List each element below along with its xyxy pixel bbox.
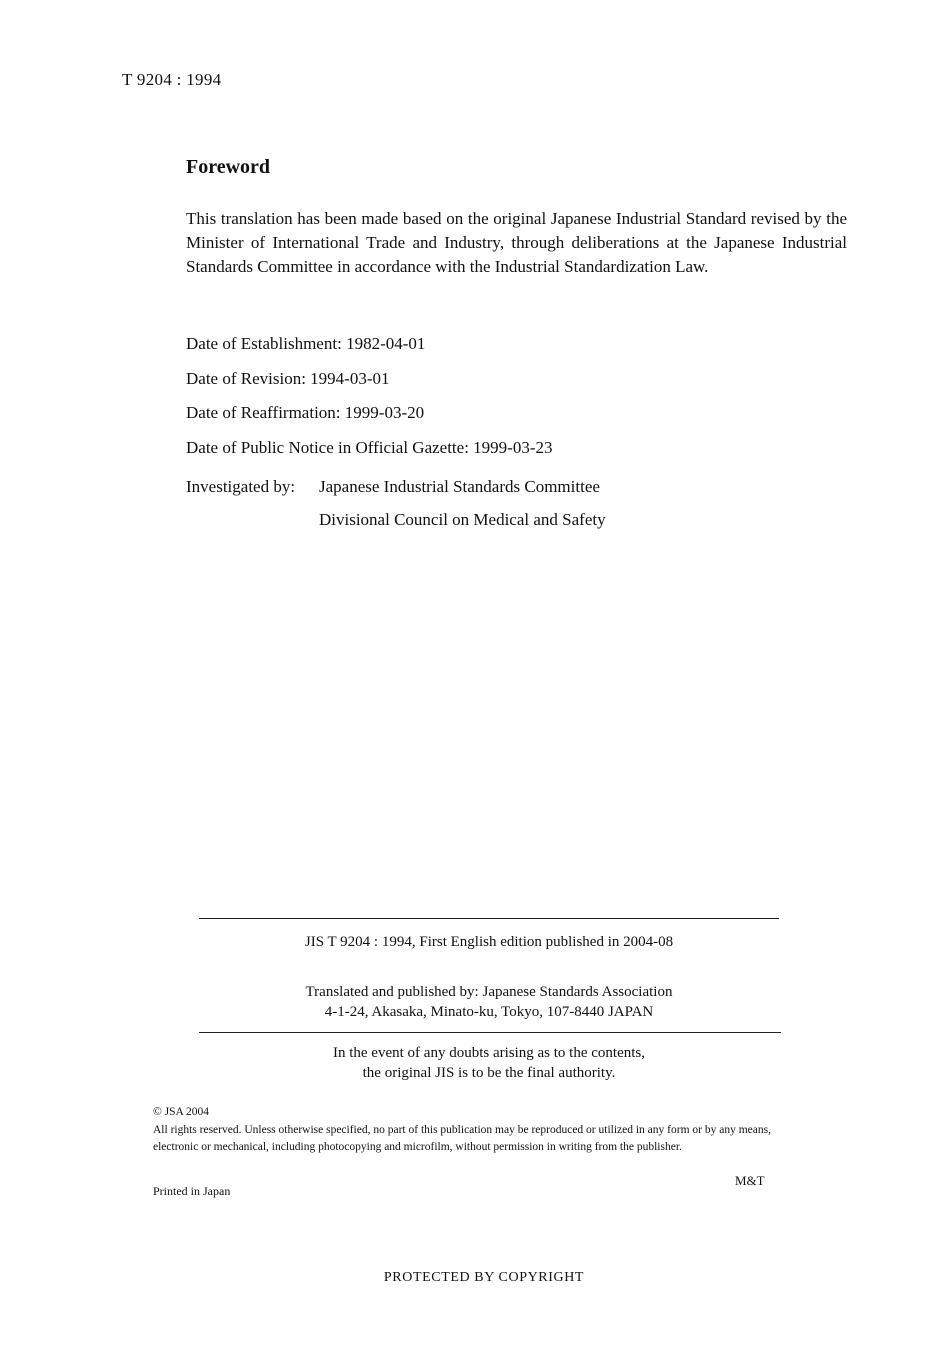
- investigated-label: Investigated by:: [186, 477, 296, 496]
- copyright-holder: © JSA 2004: [153, 1106, 210, 1118]
- copyright-block: [153, 1104, 775, 1157]
- date-reaffirmation: [186, 403, 553, 438]
- printed-in: Printed in Japan: [153, 1184, 231, 1198]
- notice-line-1: In the event of any doubts arising as to the contents,: [332, 1045, 645, 1061]
- notice-line-2: the original JIS is to be the final authority.: [362, 1065, 616, 1081]
- investigated-council: Divisional Council on Medical and Safety: [319, 510, 606, 529]
- date-label: Date of Revision:: [186, 368, 306, 388]
- printer-code: M&T: [735, 1173, 765, 1188]
- publisher-line: Translated and published by: Japanese Standards Association: [305, 984, 673, 1000]
- foreword-paragraph: This translation has been made based on the original Japanese Industrial Standard revised by the Minister of International Trade and Industry, through deliberations at the Japanese Industrial Standards Committee in accordance with the Industrial Standardization Law.: [186, 209, 847, 276]
- dates-list: [186, 334, 553, 472]
- date-public-notice: [186, 438, 553, 473]
- standard-number: T 9204 : 1994: [122, 70, 222, 89]
- date-label: Date of Reaffirmation:: [186, 403, 341, 422]
- date-value: 1999-03-23: [473, 437, 553, 457]
- date-label: Date of Public Notice in Official Gazette:: [186, 437, 469, 457]
- divider-bottom: [199, 1032, 781, 1033]
- investigated-committee: Japanese Industrial Standards Committee: [319, 477, 600, 496]
- rights-statement: All rights reserved. Unless otherwise specified, no part of this publication may be reproduced or utilized in any form or by any means, electronic or mechanical, including photocopying and microfilm, without permission in writing from the publisher.: [153, 1123, 771, 1153]
- edition-line: JIS T 9204 : 1994, First English edition published in 2004-08: [304, 934, 674, 950]
- date-label: Date of Establishment:: [186, 334, 342, 353]
- date-revision: [186, 369, 553, 404]
- date-value: 1999-03-20: [344, 403, 425, 422]
- date-establishment: [186, 334, 553, 369]
- date-value: 1994-03-01: [310, 368, 390, 388]
- foreword-title: Foreword: [186, 156, 271, 178]
- divider-top: [199, 918, 779, 919]
- date-value: 1982-04-01: [346, 334, 426, 353]
- protected-notice: PROTECTED BY COPYRIGHT: [383, 1270, 585, 1285]
- publisher-address: 4-1-24, Akasaka, Minato-ku, Tokyo, 107-8440 JAPAN: [324, 1004, 654, 1020]
